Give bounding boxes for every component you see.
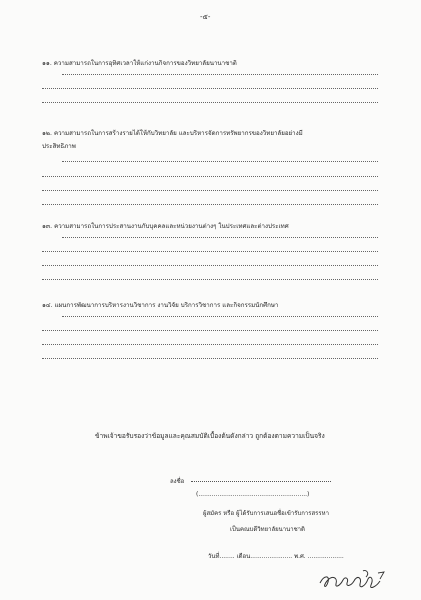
answer-line[interactable]	[42, 265, 378, 266]
role-line-1: ผู้สมัคร หรือ ผู้ได้รับการเสนอชื่อเข้ารับการสรรหา	[203, 510, 329, 517]
answer-line[interactable]	[62, 74, 378, 75]
answer-line[interactable]	[42, 279, 378, 280]
sign-label: ลงชื่อ	[170, 478, 185, 485]
signature-field[interactable]	[191, 481, 331, 482]
printed-name-field[interactable]: (.........................................................)	[196, 491, 310, 498]
question-label: ๑๔. แผนการพัฒนาการบริหารงานวิชาการ งานวิจัย บริการวิชาการ และกิจกรรมนักศึกษา	[42, 302, 279, 309]
answer-line[interactable]	[42, 102, 378, 103]
role-line-2: เป็นคณบดีวิทยาลัยนานาชาติ	[230, 526, 305, 533]
question-label: ๑๒. ความสามารถในการสร้างรายได้ให้กับวิทยาลัย และบริหารจัดการทรัพยากรของวิทยาลัยอย่างมี	[42, 130, 303, 137]
answer-line[interactable]	[42, 330, 378, 331]
answer-line[interactable]	[42, 190, 378, 191]
question-label-continuation: ประสิทธิภาพ	[42, 143, 76, 150]
answer-line[interactable]	[62, 316, 378, 317]
answer-line[interactable]	[62, 161, 378, 162]
answer-line[interactable]	[62, 237, 378, 238]
handwritten-initials	[318, 567, 390, 595]
page-number: -๕-	[200, 13, 211, 21]
answer-line[interactable]	[42, 344, 378, 345]
question-label: ๑๑. ความสามารถในการอุทิศเวลาให้แก่งานกิจการของวิทยาลัยนานาชาติ	[42, 60, 237, 67]
question-label: ๑๓. ความสามารถในการประสานงานกับบุคคลและหน่วยงานต่างๆ ในประเทศและต่างประเทศ	[42, 223, 289, 230]
answer-line[interactable]	[42, 251, 378, 252]
answer-line[interactable]	[42, 88, 378, 89]
answer-line[interactable]	[42, 358, 378, 359]
answer-line[interactable]	[42, 176, 378, 177]
certification-statement: ข้าพเจ้าขอรับรองว่าข้อมูลและคุณสมบัติเบื้องต้นดังกล่าว ถูกต้องตามความเป็นจริง	[95, 432, 325, 440]
answer-line[interactable]	[42, 204, 378, 205]
date-field[interactable]: วันที่........ เดือน...................... พ.ศ. ...................	[208, 553, 344, 560]
